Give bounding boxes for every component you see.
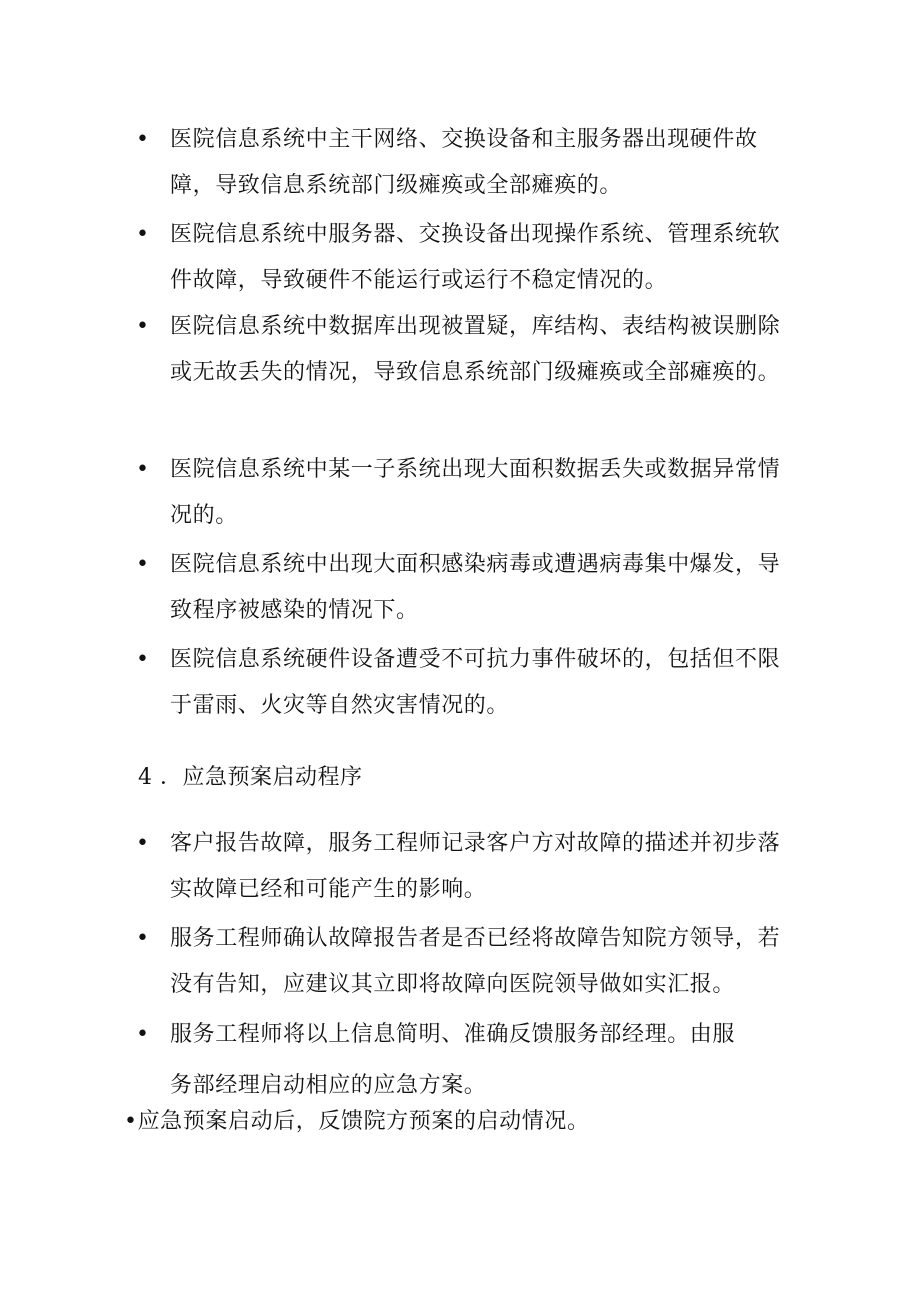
bullet-icon: • (136, 457, 149, 482)
list-item-text: 客户报告故障，服务工程师记录客户方对故障的描述并初步落实故障已经和可能产生的影响。 (170, 831, 781, 902)
list-item-text: 医院信息系统中数据库出现被置疑，库结构、表结构被误删除或无故丢失的情况，导致信息系统部门级瘫痪或全部瘫痪的。 (170, 314, 781, 385)
bullet-icon: • (136, 222, 149, 247)
list-item-text: 医院信息系统中某一子系统出现大面积数据丢失或数据异常情况的。 (170, 457, 781, 528)
list-item (136, 542, 796, 634)
section-heading: 4 ．应急预案启动程序 (138, 765, 363, 790)
bullet-icon: • (136, 1022, 149, 1047)
list-item-text: 服务工程师将以上信息简明、准确反馈服务部经理。由服 (170, 1022, 736, 1047)
bullet-icon: • (136, 647, 149, 672)
list-item (136, 447, 796, 539)
bullet-icon: • (136, 314, 149, 339)
bullet-icon: • (136, 127, 149, 152)
list-item (136, 117, 796, 209)
bullet-icon: • (136, 552, 149, 577)
list-item-text: 医院信息系统中主干网络、交换设备和主服务器出现硬件故障，导致信息系统部门级瘫痪或全部瘫痪的。 (170, 127, 758, 198)
list-item (136, 212, 796, 304)
bullet-icon: • (136, 926, 149, 951)
list-item-continuation: 务部经理启动相应的应急方案。 (170, 1073, 487, 1098)
list-item (136, 1012, 796, 1058)
list-item-text: 医院信息系统中出现大面积感染病毒或遭遇病毒集中爆发，导致程序被感染的情况下。 (170, 552, 781, 623)
list-item (136, 916, 796, 1008)
bullet-icon: • (136, 831, 149, 856)
list-item-text: 医院信息系统硬件设备遭受不可抗力事件破坏的，包括但不限于雷雨、火灾等自然灾害情况的。 (170, 647, 781, 718)
list-item (136, 821, 796, 913)
list-item-text: 医院信息系统中服务器、交换设备出现操作系统、管理系统软件故障，导致硬件不能运行或运行不稳定情况的。 (170, 222, 781, 293)
list-item (136, 304, 796, 442)
list-item-text: 服务工程师确认故障报告者是否已经将故障告知院方领导，若没有告知，应建议其立即将故障向医院领导做如实汇报。 (170, 926, 781, 997)
list-item (136, 637, 796, 729)
final-list-item: •应急预案启动后，反馈院方预案的启动情况。 (124, 1109, 590, 1134)
